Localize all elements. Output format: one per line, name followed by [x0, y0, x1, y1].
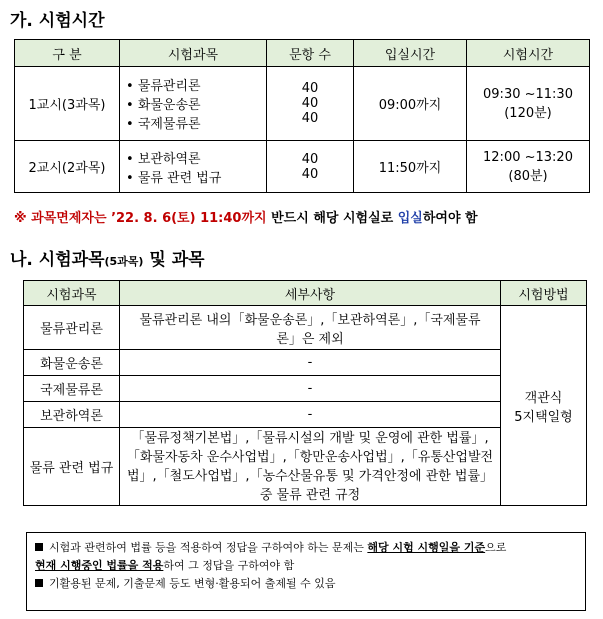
header-time: 시험시간	[467, 40, 590, 67]
subject-item: • 물류관리론	[126, 75, 266, 94]
header-period: 구 분	[15, 40, 120, 67]
notice-line	[35, 575, 577, 593]
count: 40	[301, 151, 319, 167]
note-date: ’22. 8. 6(토)	[111, 211, 196, 226]
header-entry: 입실시간	[354, 40, 467, 67]
entry-time: 09:00까지	[354, 67, 467, 141]
table-row	[15, 141, 590, 193]
method: 객관식 5지택일형	[501, 306, 587, 506]
table-header-row	[24, 281, 587, 306]
subject: 물류관리론	[24, 306, 120, 350]
note-part3: 입실	[397, 211, 423, 226]
header-count: 문항 수	[267, 40, 354, 67]
header-subject: 시험과목	[24, 281, 120, 306]
exemption-note	[14, 207, 478, 226]
note-part1: 과목면제자는	[31, 211, 107, 226]
header-method: 시험방법	[501, 281, 587, 306]
detail: 「물류정책기본법」,「물류시설의 개발 및 운영에 관한 법률」,「화물자동차 운수사업법」,「항만운송사업법」,「유통산업발전법」,「철도사업법」,「농수산물유통 및 가격안정에 관한 법률」중 물류 관련 규정	[120, 428, 501, 506]
count: 40	[301, 166, 319, 182]
exam-subject-table	[23, 280, 587, 506]
notice-box	[26, 532, 586, 611]
subject-item: • 보관하역론	[126, 148, 266, 167]
subject: 국제물류론	[24, 376, 120, 402]
section2-heading-main: 나. 시험과목	[10, 250, 105, 270]
time-range: 12:00 ~13:20	[483, 149, 573, 165]
bullet-square-icon	[35, 543, 43, 551]
count: 40	[301, 81, 319, 96]
notice-emphasis: 현재 시행중인 법률을 적용	[35, 559, 164, 572]
table-header-row	[15, 40, 590, 67]
entry-time: 11:50까지	[354, 141, 467, 193]
subjects	[120, 67, 267, 141]
period: 2교시(2과목)	[15, 141, 120, 193]
subject-item: • 화물운송론	[126, 94, 266, 113]
count: 40	[301, 111, 319, 126]
exam-time	[467, 141, 590, 193]
notice-line	[35, 557, 577, 575]
period: 1교시(3과목)	[15, 67, 120, 141]
notice-text: 하여 그 정답을 구하여야 함	[163, 559, 295, 572]
section2-heading	[10, 245, 205, 270]
table-row	[15, 67, 590, 141]
note-time: 11:40까지	[200, 211, 267, 226]
notice-emphasis: 해당 시험 시행일을 기준	[367, 541, 486, 554]
detail: -	[120, 402, 501, 428]
detail: -	[120, 376, 501, 402]
counts	[267, 141, 354, 193]
detail: 물류관리론 내의「화물운송론」,「보관하역론」,「국제물류론」은 제외	[120, 306, 501, 350]
note-part4: 하여야 함	[422, 211, 478, 226]
exam-time	[467, 67, 590, 141]
time-range: 09:30 ~11:30	[483, 86, 573, 102]
table-row	[24, 306, 587, 350]
detail: -	[120, 350, 501, 376]
notice-text: 시험과 관련하여 법률 등을 적용하여 정답을 구하여야 하는 문제는	[49, 541, 364, 554]
section1-heading: 가. 시험시간	[10, 11, 105, 31]
notice-line	[35, 539, 577, 557]
note-part2: 반드시 해당 시험실로	[271, 211, 394, 226]
duration: (80분)	[508, 168, 548, 184]
subject-item: • 국제물류론	[126, 113, 266, 132]
bullet-square-icon	[35, 579, 43, 587]
subjects	[120, 141, 267, 193]
counts	[267, 67, 354, 141]
header-subject: 시험과목	[120, 40, 267, 67]
duration: (120분)	[504, 105, 552, 121]
subject-item: • 물류 관련 법규	[126, 167, 266, 186]
header-detail: 세부사항	[120, 281, 501, 306]
subject: 물류 관련 법규	[24, 428, 120, 506]
note-mark: ※	[14, 211, 27, 226]
notice-text: 기활용된 문제, 기출문제 등도 변형·활용되어 출제될 수 있음	[49, 577, 336, 590]
section2-heading-rest: 및 과목	[143, 250, 205, 270]
notice-text: 으로	[485, 541, 507, 554]
subject: 보관하역론	[24, 402, 120, 428]
section2-heading-small: (5과목)	[104, 255, 144, 268]
exam-time-table	[14, 39, 590, 193]
subject: 화물운송론	[24, 350, 120, 376]
count: 40	[301, 96, 319, 111]
